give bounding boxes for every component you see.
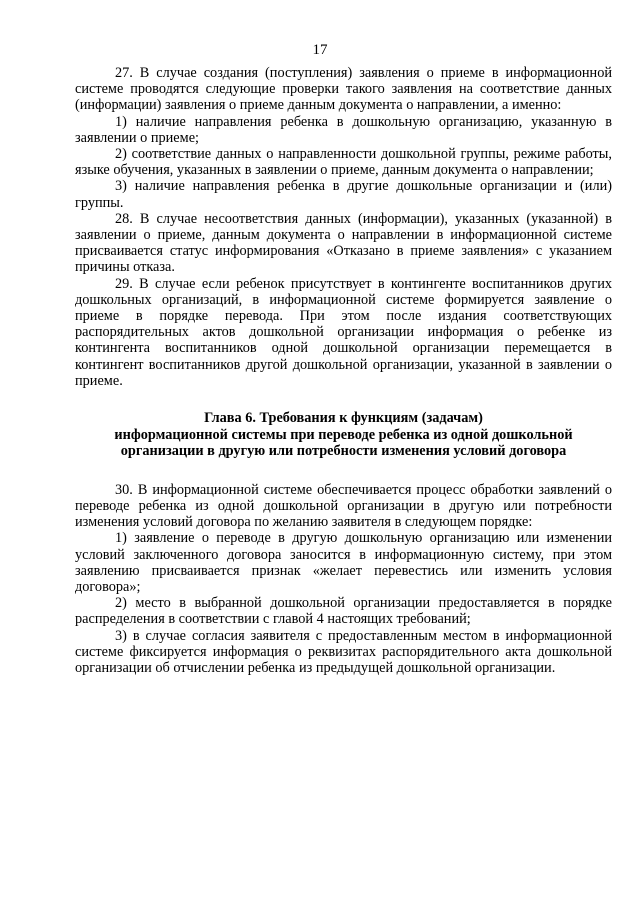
paragraph-30: 30. В информационной системе обеспечивается процесс обработки заявлений о переводе ребенка из одной дошкольной организации в другую или потребности изменения условий договора по желанию заявителя в следующем порядке:: [75, 481, 612, 531]
list-item-30-2: 2) место в выбранной дошкольной организации предоставляется в порядке распределения в соответствии с главой 4 настоящих требований;: [75, 595, 612, 628]
paragraph-29: 29. В случае если ребенок присутствует в контингенте воспитанников других дошкольных организаций, в информационной системе формируется заявление о приеме в порядке перевода. При этом после издания соответствующих распорядительных актов дошкольной организации информация о ребенке из контингента воспитанников одной дошкольной организации перемещается в контингент воспитанников другой дошкольной организации, указанной в заявлении о приеме.: [75, 275, 612, 389]
list-item-27-2: 2) соответствие данных о направленности дошкольной группы, режиме работы, языке обучения, указанных в заявлении о приеме, данным документа о направлении;: [75, 146, 612, 179]
list-item-27-3: 3) наличие направления ребенка в другие дошкольные организации и (или) группы.: [75, 178, 612, 211]
chapter-heading: [75, 410, 612, 460]
paragraph-27: 27. В случае создания (поступления) заявления о приеме в информационной системе проводятся следующие проверки такого заявления на соответствие данных (информации) заявления о приеме данным документа о направлении, а именно:: [75, 65, 612, 114]
list-item-30-1: 1) заявление о переводе в другую дошкольную организацию или изменении условий заключенного договора заносится в информационную систему, при этом заявлению присваивается признак «желает перевестись или изменить условия договора»;: [75, 530, 612, 596]
chapter-heading-line-3: организации в другую или потребности изменения условий договора: [120, 443, 567, 460]
chapter-heading-line-2: информационной системы при переводе ребенка из одной дошкольной: [114, 426, 573, 443]
list-item-30-3: 3) в случае согласия заявителя с предоставленным местом в информационной системе фиксируется информация о реквизитах распорядительного акта дошкольной организации об отчислении ребенка из предыдущей дошкольной организации.: [75, 627, 612, 677]
paragraph-28: 28. В случае несоответствия данных (информации), указанных (указанной) в заявлении о приеме, данным документа о направлении в информационной системе присваивается статус информирования «Отказано в приеме заявления» с указанием причины отказа.: [75, 210, 612, 276]
chapter-heading-line-1: Глава 6. Требования к функциям (задачам): [204, 410, 483, 427]
page-number: 17: [312, 42, 328, 58]
document-body: [75, 65, 612, 676]
list-item-27-1: 1) наличие направления ребенка в дошкольную организацию, указанную в заявлении о приеме;: [75, 113, 612, 146]
